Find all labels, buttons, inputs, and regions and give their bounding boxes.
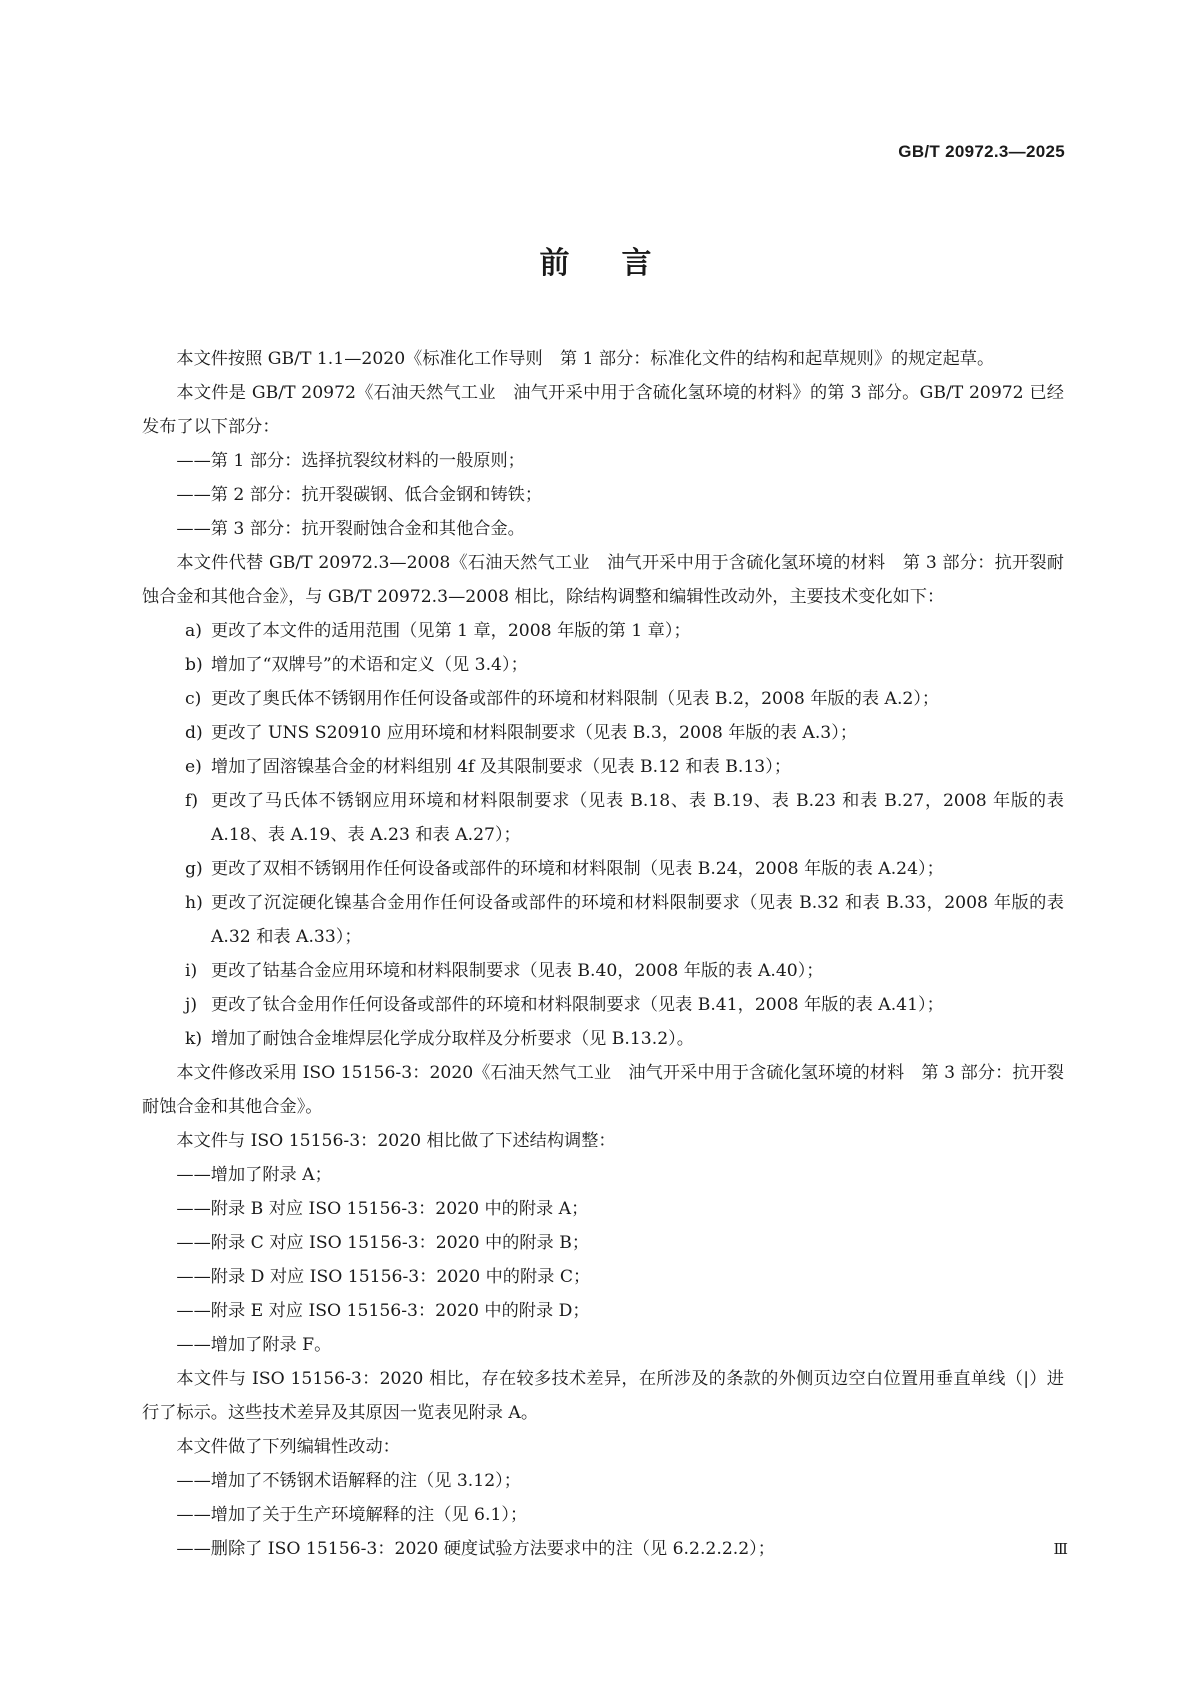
page-number: Ⅲ [1053,1540,1067,1558]
list-item-text: 增加了“双牌号”的术语和定义（见 3.4）； [211,655,528,675]
paragraph-structure-intro: 本文件与 ISO 15156-3：2020 相比做了下述结构调整： [176,1131,616,1151]
list-item-change [142,682,1064,716]
list-marker: b) [185,655,203,675]
list-item-text: 更改了钴基合金应用环境和材料限制要求（见表 B.40，2008 年版的表 A.40）； [211,961,824,981]
list-marker: c) [185,689,202,709]
list-item-part: ——第 3 部分：抗开裂耐蚀合金和其他合金。 [176,519,525,539]
list-item-part: ——第 2 部分：抗开裂碳钢、低合金钢和铸铁； [176,485,543,505]
list-item-text: 更改了本文件的适用范围（见第 1 章，2008 年版的第 1 章）； [211,621,691,641]
list-item-text: 增加了固溶镍基合金的材料组别 4f 及其限制要求（见表 B.12 和表 B.13）； [211,757,792,777]
paragraph-series-intro: 本文件是 GB/T 20972《石油天然气工业 油气开采中用于含硫化氢环境的材料》的第 3 部分。GB/T 20972 已经发布了以下部分： [142,383,1064,437]
paragraph-technical-differences: 本文件与 ISO 15156-3：2020 相比，存在较多技术差异，在所涉及的条款的外侧页边空白位置用垂直单线（|）进行了标示。这些技术差异及其原因一览表见附录 A。 [142,1369,1064,1423]
list-item-change [142,954,1064,988]
list-item-text: 更改了沉淀硬化镍基合金用作任何设备或部件的环境和材料限制要求（见表 B.32 和表 B.33，2008 年版的表 A.32 和表 A.33）； [211,893,1064,947]
list-marker: j) [185,995,198,1015]
paragraph-editorial-intro: 本文件做了下列编辑性改动： [176,1437,400,1457]
list-item-text: 更改了钛合金用作任何设备或部件的环境和材料限制要求（见表 B.41，2008 年版的表 A.41）； [211,995,944,1015]
list-item-text: 更改了双相不锈钢用作任何设备或部件的环境和材料限制（见表 B.24，2008 年版的表 A.24）； [211,859,944,879]
foreword-body [142,342,1064,1566]
list-item-part: ——第 1 部分：选择抗裂纹材料的一般原则； [176,451,525,471]
standard-code: GB/T 20972.3—2025 [898,142,1065,161]
list-item-change [142,784,1064,852]
list-item-text: 更改了奥氏体不锈钢用作任何设备或部件的环境和材料限制（见表 B.2，2008 年版的表 A.2）； [211,689,940,709]
list-marker: g) [185,859,203,879]
list-item-change [142,750,1064,784]
list-marker: e) [185,757,202,777]
list-marker: i) [185,961,198,981]
list-marker: k) [185,1029,203,1049]
paragraph-drafting-rules: 本文件按照 GB/T 1.1—2020《标准化工作导则 第 1 部分：标准化文件的结构和起草规则》的规定起草。 [176,349,995,369]
list-item-structure: ——附录 B 对应 ISO 15156-3：2020 中的附录 A； [176,1199,589,1219]
list-item-change [142,886,1064,954]
paragraph-adoption: 本文件修改采用 ISO 15156-3：2020《石油天然气工业 油气开采中用于含硫化氢环境的材料 第 3 部分：抗开裂耐蚀合金和其他合金》。 [142,1063,1064,1117]
list-marker: f) [185,791,199,811]
list-item-text: 增加了耐蚀合金堆焊层化学成分取样及分析要求（见 B.13.2）。 [211,1029,694,1049]
list-item-change [142,716,1064,750]
list-marker: a) [185,621,202,641]
list-marker: d) [185,723,203,743]
list-item-change [142,852,1064,886]
list-item-structure: ——附录 E 对应 ISO 15156-3：2020 中的附录 D； [176,1301,590,1321]
list-item-structure: ——附录 D 对应 ISO 15156-3：2020 中的附录 C； [176,1267,591,1287]
list-item-editorial: ——增加了不锈钢术语解释的注（见 3.12）； [176,1471,521,1491]
list-item-change [142,614,1064,648]
paragraph-replaces: 本文件代替 GB/T 20972.3—2008《石油天然气工业 油气开采中用于含硫化氢环境的材料 第 3 部分：抗开裂耐蚀合金和其他合金》，与 GB/T 20972.3—2008 相比，除结构调整和编辑性改动外，主要技术变化如下： [142,553,1064,607]
list-item-structure: ——附录 C 对应 ISO 15156-3：2020 中的附录 B； [176,1233,590,1253]
list-item-structure: ——增加了附录 A； [176,1165,332,1185]
list-item-structure: ——增加了附录 F。 [176,1335,332,1355]
list-item-text: 更改了 UNS S20910 应用环境和材料限制要求（见表 B.3，2008 年版的表 A.3）； [211,723,858,743]
list-item-editorial: ——删除了 ISO 15156-3：2020 硬度试验方法要求中的注（见 6.2.2.2.2）； [176,1539,775,1559]
page-title: 前言 [539,246,704,281]
list-item-change [142,988,1064,1022]
list-marker: h) [185,893,203,913]
list-item-change [142,1022,1064,1056]
list-item-editorial: ——增加了关于生产环境解释的注（见 6.1）； [176,1505,528,1525]
list-item-change [142,648,1064,682]
list-item-text: 更改了马氏体不锈钢应用环境和材料限制要求（见表 B.18、表 B.19、表 B.23 和表 B.27，2008 年版的表 A.18、表 A.19、表 A.23 和表 A.27）； [211,791,1064,845]
